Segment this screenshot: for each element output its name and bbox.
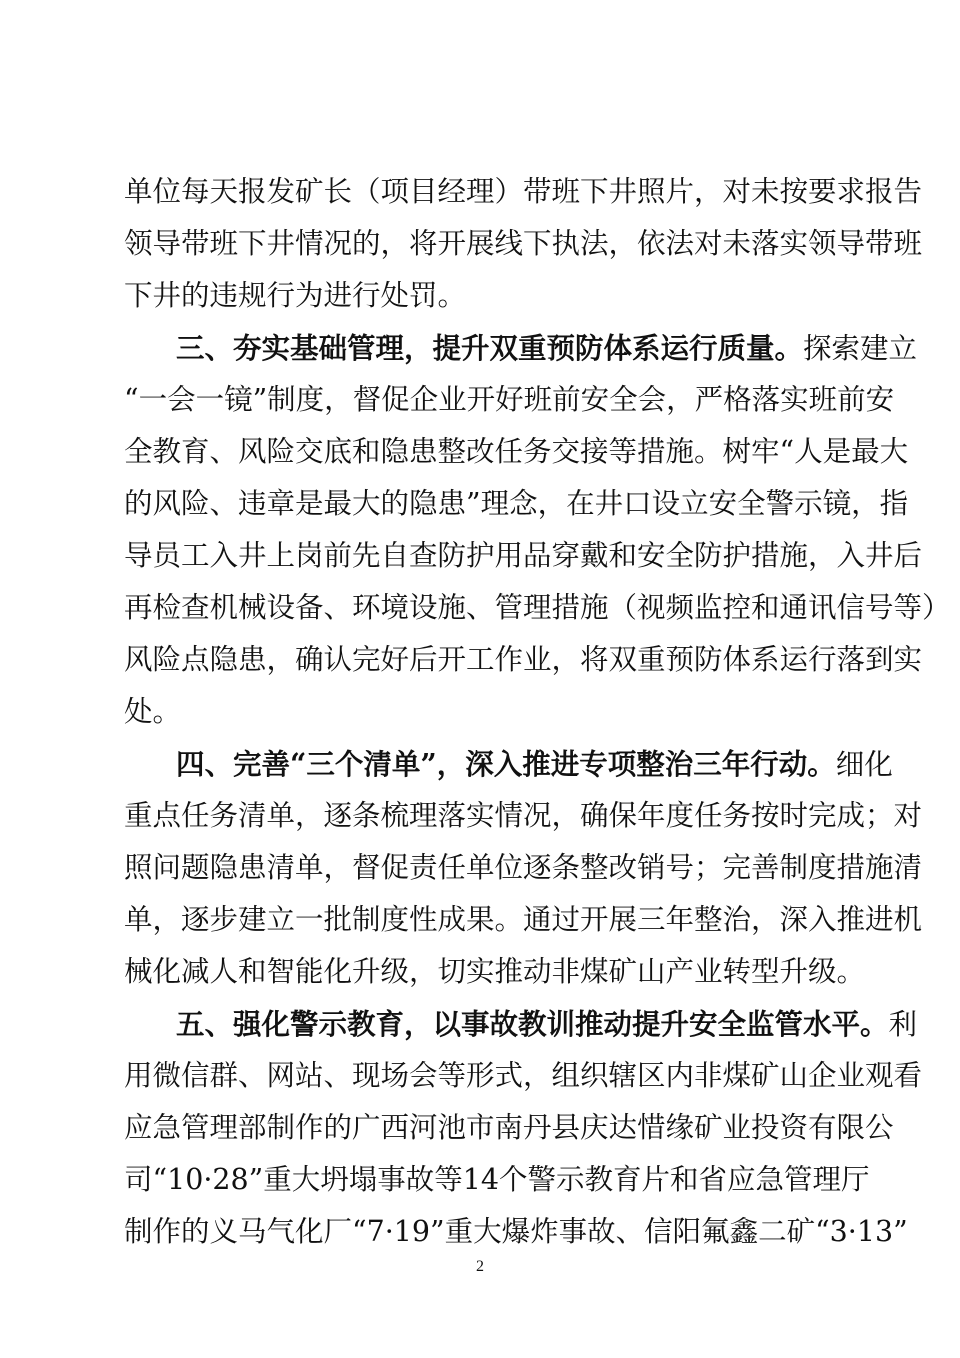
body-text-fragment: 细化 <box>835 748 893 781</box>
section-heading-line <box>176 322 918 374</box>
body-text-line: 应急管理部制作的广西河池市南丹县庆达惜缘矿业投资有限公 <box>124 1111 894 1144</box>
body-text-line: 再检查机械设备、环境设施、管理措施（视频监控和通讯信号等） <box>124 591 951 624</box>
section-heading: 四、完善“三个清单”，深入推进专项整治三年行动。 <box>176 747 836 781</box>
body-text-line: 单位每天报发矿长（项目经理）带班下井照片，对未按要求报告 <box>124 175 923 208</box>
body-text-fragment: 探索建立 <box>803 332 918 365</box>
body-text-line: 照问题隐患清单，督促责任单位逐条整改销号；完善制度措施清 <box>124 851 923 884</box>
body-text-line: 械化减人和智能化升级，切实推动非煤矿山产业转型升级。 <box>124 955 866 988</box>
section-heading: 三、夯实基础管理，提升双重预防体系运行质量。 <box>176 331 804 365</box>
body-text-line: 风险点隐患，确认完好后开工作业，将双重预防体系运行落到实 <box>124 643 923 676</box>
body-text-line: 重点任务清单，逐条梳理落实情况，确保年度任务按时完成；对 <box>124 799 923 832</box>
body-text-line: 处。 <box>124 695 182 728</box>
body-text-line: 制作的义马气化厂“7·19”重大爆炸事故、信阳氟鑫二矿“3·13” <box>124 1215 908 1248</box>
body-text-line: 司“10·28”重大坍塌事故等14个警示教育片和省应急管理厅 <box>124 1163 870 1196</box>
section-heading: 五、强化警示教育，以事故教训推动提升安全监管水平。 <box>176 1007 889 1041</box>
body-text-line: 用微信群、网站、现场会等形式，组织辖区内非煤矿山企业观看 <box>124 1059 923 1092</box>
body-text-line: 全教育、风险交底和隐患整改任务交接等措施。树牢“人是最大 <box>124 435 909 468</box>
page-number: 2 <box>476 1258 484 1275</box>
body-text-line: “一会一镜”制度，督促企业开好班前安全会，严格落实班前安 <box>124 383 895 416</box>
body-text-line: 单，逐步建立一批制度性成果。通过开展三年整治，深入推进机 <box>124 903 923 936</box>
section-heading-line <box>176 738 893 790</box>
body-text-line: 下井的违规行为进行处罚。 <box>124 279 467 312</box>
body-text-line: 导员工入井上岗前先自查防护用品穿戴和安全防护措施，入井后 <box>124 539 923 572</box>
body-text-line: 的风险、违章是最大的隐患”理念，在井口设立安全警示镜，指 <box>124 487 909 520</box>
body-text-fragment: 利 <box>888 1008 918 1041</box>
section-heading-line <box>176 998 918 1050</box>
body-text-line: 领导带班下井情况的，将开展线下执法，依法对未落实领导带班 <box>124 227 923 260</box>
